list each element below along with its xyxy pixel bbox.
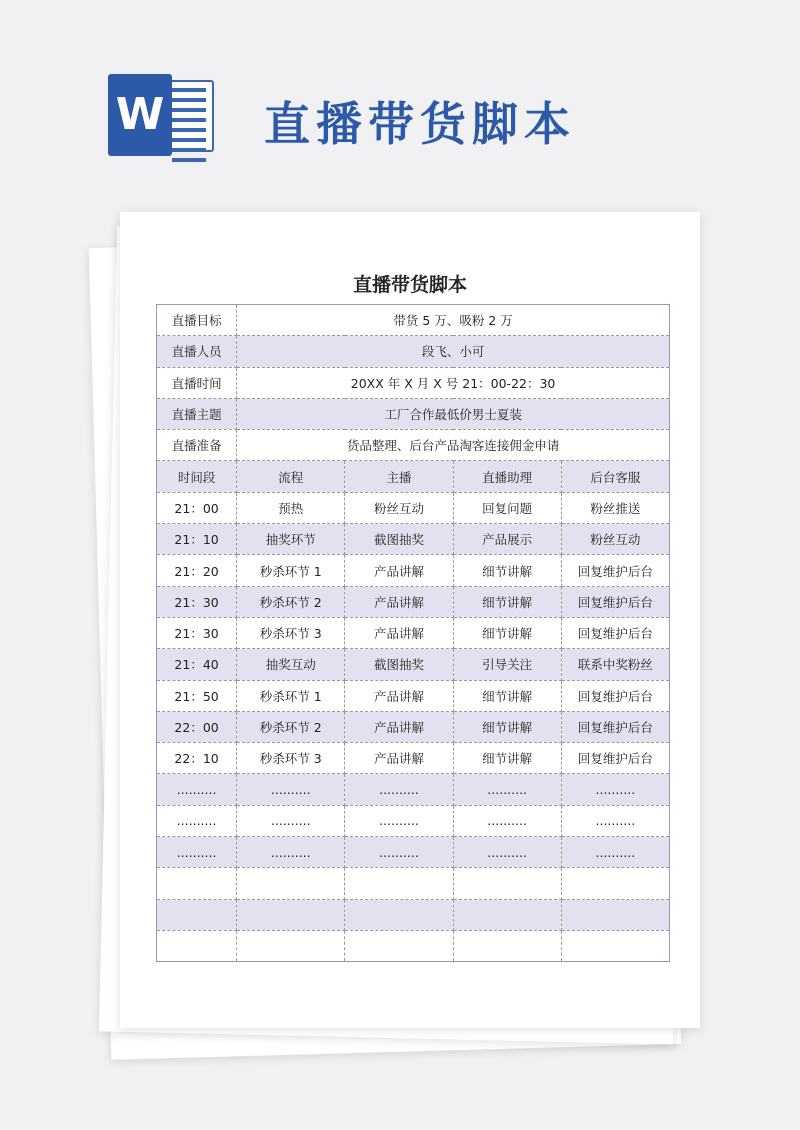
info-row	[157, 398, 670, 429]
header-title: 直播带货脚本	[264, 97, 576, 151]
table-cell	[453, 868, 561, 899]
table-cell: ..........	[453, 774, 561, 805]
column-header: 时间段	[157, 461, 237, 492]
table-row	[157, 805, 670, 836]
table-cell: 21：40	[157, 649, 237, 680]
table-cell: 细节讲解	[453, 743, 561, 774]
table-cell: ..........	[345, 774, 453, 805]
table-cell: 22：10	[157, 743, 237, 774]
document-page	[120, 212, 700, 1028]
table-cell: 21：20	[157, 555, 237, 586]
table-cell	[345, 868, 453, 899]
table-cell: 截图抽奖	[345, 649, 453, 680]
info-value: 段飞、小可	[237, 336, 670, 367]
table-cell: 产品讲解	[345, 555, 453, 586]
document-title: 直播带货脚本	[352, 274, 467, 296]
table-cell	[157, 930, 237, 961]
table-cell	[157, 899, 237, 930]
table-row	[157, 555, 670, 586]
info-value: 工厂合作最低价男士夏装	[237, 398, 670, 429]
table-cell: 回复维护后台	[561, 617, 669, 648]
table-cell: 预热	[237, 492, 345, 523]
table-cell: 回复维护后台	[561, 680, 669, 711]
table-cell: 细节讲解	[453, 555, 561, 586]
column-header: 后台客服	[561, 461, 669, 492]
table-row	[157, 837, 670, 868]
table-cell: 抽奖互动	[237, 649, 345, 680]
table-cell: 21：10	[157, 524, 237, 555]
table-cell: 秒杀环节 3	[237, 743, 345, 774]
table-cell: 联系中奖粉丝	[561, 649, 669, 680]
table-cell: 秒杀环节 2	[237, 586, 345, 617]
table-cell: 产品展示	[453, 524, 561, 555]
table-cell	[453, 899, 561, 930]
info-label: 直播准备	[157, 430, 237, 461]
table-row	[157, 680, 670, 711]
table-cell: 回复问题	[453, 492, 561, 523]
table-row	[157, 492, 670, 523]
table-cell: 回复维护后台	[561, 743, 669, 774]
table-cell: 22：00	[157, 711, 237, 742]
table-cell: ..........	[345, 805, 453, 836]
table-cell: 粉丝互动	[561, 524, 669, 555]
table-cell	[561, 868, 669, 899]
column-header: 流程	[237, 461, 345, 492]
table-cell: 秒杀环节 1	[237, 680, 345, 711]
table-cell: ..........	[157, 837, 237, 868]
script-table	[156, 304, 670, 962]
header	[108, 74, 668, 164]
table-cell: ..........	[561, 837, 669, 868]
table-row	[157, 586, 670, 617]
table-cell: 细节讲解	[453, 586, 561, 617]
table-row	[157, 711, 670, 742]
table-cell	[453, 930, 561, 961]
table-cell: 21：30	[157, 617, 237, 648]
table-cell	[561, 899, 669, 930]
table-cell: ..........	[345, 837, 453, 868]
info-value: 货品整理、后台产品淘客连接佣金申请	[237, 430, 670, 461]
table-cell	[237, 930, 345, 961]
table-cell: ..........	[453, 805, 561, 836]
table-cell	[237, 899, 345, 930]
table-cell: 产品讲解	[345, 617, 453, 648]
table-cell: 粉丝互动	[345, 492, 453, 523]
table-cell: 产品讲解	[345, 743, 453, 774]
table-cell	[561, 930, 669, 961]
table-cell: ..........	[157, 805, 237, 836]
table-row	[157, 617, 670, 648]
table-cell: 回复维护后台	[561, 586, 669, 617]
table-cell: 21：00	[157, 492, 237, 523]
info-row	[157, 336, 670, 367]
table-cell: 回复维护后台	[561, 711, 669, 742]
word-logo-icon	[108, 74, 214, 160]
table-cell	[237, 868, 345, 899]
table-cell: 回复维护后台	[561, 555, 669, 586]
table-row	[157, 899, 670, 930]
word-logo-letter: W	[108, 74, 172, 156]
info-label: 直播目标	[157, 305, 237, 336]
table-cell: 产品讲解	[345, 711, 453, 742]
table-cell: 产品讲解	[345, 586, 453, 617]
table-cell: ..........	[453, 837, 561, 868]
table-cell: 引导关注	[453, 649, 561, 680]
table-cell: 秒杀环节 2	[237, 711, 345, 742]
table-cell: 粉丝推送	[561, 492, 669, 523]
column-header: 主播	[345, 461, 453, 492]
table-cell: 秒杀环节 3	[237, 617, 345, 648]
table-cell	[157, 868, 237, 899]
info-label: 直播主题	[157, 398, 237, 429]
table-cell: 截图抽奖	[345, 524, 453, 555]
table-cell: 产品讲解	[345, 680, 453, 711]
table-cell	[345, 899, 453, 930]
table-row	[157, 930, 670, 961]
table-cell: ..........	[237, 837, 345, 868]
info-label: 直播时间	[157, 367, 237, 398]
table-cell	[345, 930, 453, 961]
info-row	[157, 305, 670, 336]
table-cell: ..........	[561, 774, 669, 805]
table-cell: ..........	[237, 805, 345, 836]
column-header: 直播助理	[453, 461, 561, 492]
table-header-row	[157, 461, 670, 492]
info-value: 20XX 年 X 月 X 号 21：00-22：30	[237, 367, 670, 398]
table-row	[157, 524, 670, 555]
table-cell: ..........	[157, 774, 237, 805]
table-cell: 抽奖环节	[237, 524, 345, 555]
table-cell: ..........	[561, 805, 669, 836]
info-label: 直播人员	[157, 336, 237, 367]
table-cell: 秒杀环节 1	[237, 555, 345, 586]
table-row	[157, 649, 670, 680]
table-row	[157, 774, 670, 805]
info-value: 带货 5 万、吸粉 2 万	[237, 305, 670, 336]
table-row	[157, 868, 670, 899]
table-cell: 21：30	[157, 586, 237, 617]
table-cell: 细节讲解	[453, 617, 561, 648]
table-cell: 细节讲解	[453, 680, 561, 711]
table-row	[157, 743, 670, 774]
info-row	[157, 430, 670, 461]
info-row	[157, 367, 670, 398]
table-cell: 21：50	[157, 680, 237, 711]
table-cell: ..........	[237, 774, 345, 805]
table-cell: 细节讲解	[453, 711, 561, 742]
